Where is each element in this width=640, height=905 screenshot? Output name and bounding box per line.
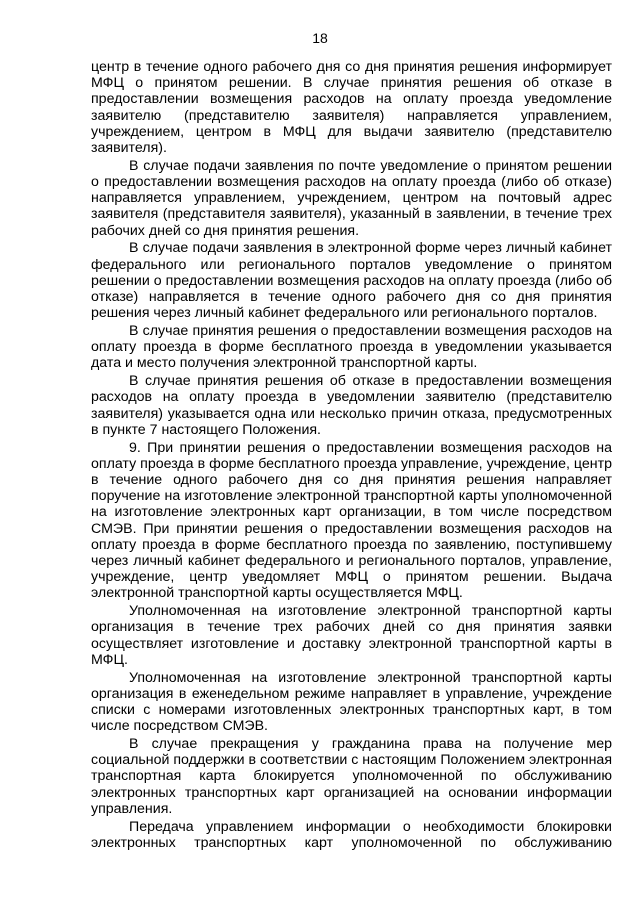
paragraph: Передача управлением информации о необходимости блокировки электронных транспортных карт уполномоченной по обслуживанию (91, 818, 612, 851)
paragraph: В случае подачи заявления в электронной форме через личный кабинет федерального или регионального порталов уведомление о принятом решении о предоставлении возмещения расходов на оплату проезда (либо об отказе) направляется в течение одного рабочего дня со дня принятия решения через личный кабинет федерального или регионального порталов. (91, 240, 612, 322)
paragraph: 9. При принятии решения о предоставлении возмещения расходов на оплату проезда в форме бесплатного проезда управление, учреждение, центр в течение одного рабочего дня со дня принятия решения направляет поручение на изготовление электронной транспортной карты уполномоченной на изготовление электронных карт организации, в том числе посредством СМЭВ. При принятии решения о предоставлении возмещения расходов на оплату проезда в форме бесплатного проезда по заявлению, поступившему через личный кабинет федерального и регионального порталов, управление, учреждение, центр уведомляет МФЦ о принятом решении. Выдача электронной транспортной карты осуществляется МФЦ. (91, 439, 612, 602)
paragraph: центр в течение одного рабочего дня со дня принятия решения информирует МФЦ о принятом решении. В случае принятия решения об отказе в предоставлении возмещения расходов на оплату проезда уведомление заявителю (представителю заявителя) направляется управлением, учреждением, центром в МФЦ для выдачи заявителю (представителю заявителя). (91, 59, 612, 157)
document-body (91, 59, 612, 853)
paragraph: В случае прекращения у гражданина права на получение мер социальной поддержки в соответствии с настоящим Положением электронная транспортная карта блокируется уполномоченной по обслуживанию электронных транспортных карт организацией на основании информации управления. (91, 736, 612, 817)
paragraph: Уполномоченная на изготовление электронной транспортной карты организация в течение трех рабочих дней со дня принятия заявки осуществляет изготовление и доставку электронной транспортной карты в МФЦ. (91, 603, 612, 668)
paragraph: В случае принятия решения о предоставлении возмещения расходов на оплату проезда в форме бесплатного проезда в уведомлении указывается дата и место получения электронной транспортной карты. (91, 323, 612, 372)
paragraph: В случае принятия решения об отказе в предоставлении возмещения расходов на оплату проезда в уведомлении заявителю (представителю заявителя) указывается одна или несколько причин отказа, предусмотренных в пункте 7 настоящего Положения. (91, 373, 612, 438)
page-number: 18 (312, 30, 328, 46)
paragraph: В случае подачи заявления по почте уведомление о принятом решении о предоставлении возмещения расходов на оплату проезда (либо об отказе) направляется управлением, учреждением, центром на почтовый адрес заявителя (представителя заявителя), указанный в заявлении, в течение трех рабочих дней со дня принятия решения. (91, 157, 612, 239)
paragraph: Уполномоченная на изготовление электронной транспортной карты организация в еженедельном режиме направляет в управление, учреждение списки с номерами изготовленных электронных транспортных карт, в том числе посредством СМЭВ. (91, 669, 612, 735)
